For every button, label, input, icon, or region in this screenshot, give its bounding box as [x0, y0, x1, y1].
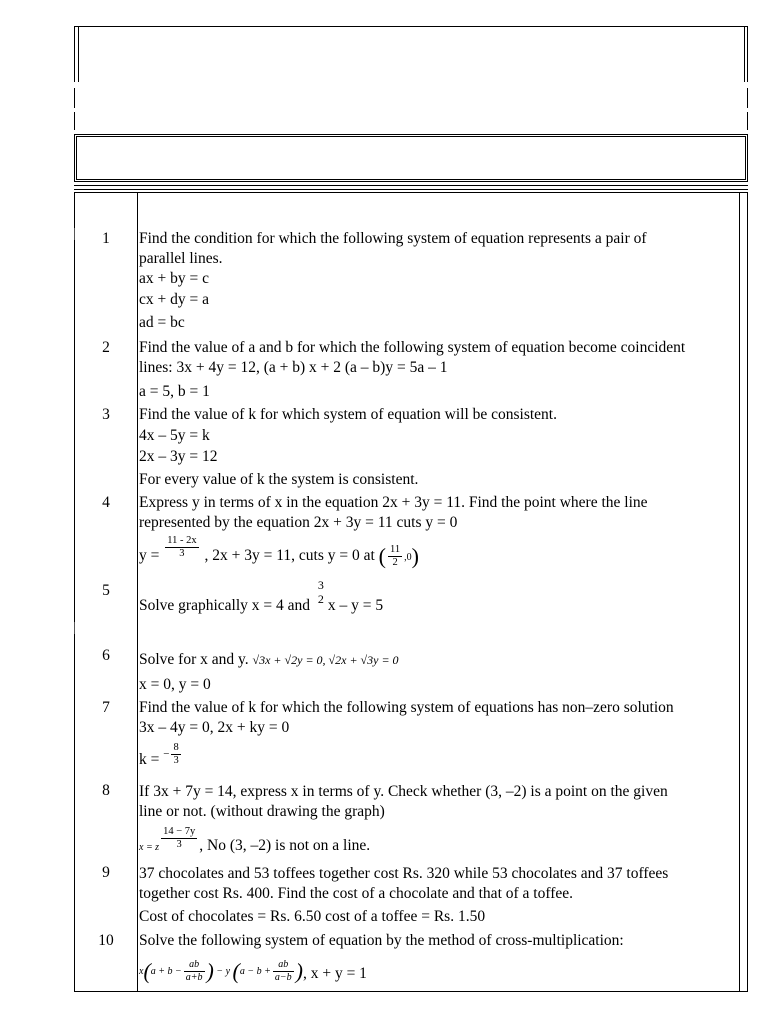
answer-text: a = 5, b = 1	[139, 383, 210, 400]
row-sep-tick	[74, 622, 75, 634]
fraction-denominator: 2	[317, 592, 324, 606]
point-x-fraction	[388, 544, 402, 569]
question-equation: √3x + √2y = 0, √2x + √3y = 0	[252, 653, 399, 667]
answer-text: Cost of chocolates = Rs. 6.50 cost of a toffee = Rs. 1.50	[139, 908, 486, 925]
row-number: 6	[102, 647, 110, 664]
right-paren: )	[411, 543, 419, 569]
equation: 4x – 5y = k	[139, 427, 210, 444]
question-text: Find the value of k for which system of equation will be consistent.	[139, 406, 557, 423]
table-column-divider	[137, 192, 138, 992]
answer-text: x = 0, y = 0	[139, 676, 211, 693]
header-right-border-inner	[744, 26, 745, 82]
question-text	[139, 578, 739, 618]
question-text	[139, 650, 739, 670]
fraction-numerator: 11 - 2x	[167, 535, 197, 546]
header-right-stub	[747, 88, 748, 108]
header-right-border	[747, 26, 748, 82]
equation: ax + by = c	[139, 270, 209, 287]
fraction-denominator: 3	[179, 548, 185, 559]
header-left-stub	[74, 88, 75, 108]
fraction	[316, 578, 326, 606]
header-left-stub-2	[74, 112, 75, 130]
question-text: Find the condition for which the following system of equation represents a pair of	[139, 230, 647, 247]
answer-text	[139, 826, 739, 860]
question-text: Solve the following system of equation by the method of cross-multiplication:	[139, 932, 624, 949]
row-number: 7	[102, 699, 110, 716]
answer-text: For every value of k the system is consistent.	[139, 471, 419, 488]
eq-x: x	[139, 966, 144, 977]
row-number: 2	[102, 339, 110, 356]
question-text: represented by the equation 2x + 3y = 11 cuts y = 0	[139, 514, 458, 531]
row-number: 9	[102, 864, 110, 881]
table-left-border	[74, 192, 75, 992]
question-text: lines: 3x + 4y = 12, (a + b) x + 2 (a – b)y = 5a – 1	[139, 359, 448, 376]
eq-minus-y: − y	[216, 966, 231, 977]
table-top-border	[74, 185, 748, 186]
fraction-numerator: ab	[184, 959, 205, 972]
header-left-border-inner	[78, 26, 79, 82]
table-bottom-border	[74, 991, 748, 992]
question-text: line or not. (without drawing the graph)	[139, 803, 385, 820]
question-text: Find the value of a and b for which the following system of equation become coincident	[139, 339, 686, 356]
table-top-border-3	[74, 192, 748, 193]
fraction	[171, 742, 180, 767]
answer-sign: −	[163, 748, 170, 760]
question-text: Find the value of k for which the following system of equations has non–zero solution	[139, 699, 674, 716]
answer-prefix: y =	[139, 547, 160, 564]
table-right-border-inner	[739, 192, 740, 992]
row-number: 1	[102, 230, 110, 247]
answer-text	[139, 535, 739, 571]
question-text: Express y in terms of x in the equation 2x + 3y = 11. Find the point where the line	[139, 494, 648, 511]
row-number: 5	[102, 582, 110, 599]
fraction-numerator: 3	[317, 578, 324, 592]
left-paren: (	[143, 958, 151, 984]
row-sep-tick	[74, 228, 75, 240]
fraction-numerator: ab	[273, 959, 294, 972]
eq-term: a + b −	[150, 966, 182, 977]
eq-tail: , x + y = 1	[302, 965, 367, 982]
question-text: 37 chocolates and 53 toffees together cost Rs. 320 while 53 chocolates and 37 toffees	[139, 865, 669, 882]
question-prefix: Solve for x and y.	[139, 651, 249, 668]
right-paren: )	[295, 958, 303, 984]
question-text: together cost Rs. 400. Find the cost of a chocolate and that of a toffee.	[139, 885, 574, 902]
header-left-border	[74, 26, 75, 82]
fraction-denominator: a+b	[185, 972, 203, 984]
fraction-denominator: a−b	[274, 972, 292, 984]
header-right-stub-2	[747, 112, 748, 130]
answer-prefix: k =	[139, 751, 160, 768]
fraction	[161, 826, 197, 851]
title-box-inner	[76, 136, 746, 180]
row-number: 4	[102, 494, 110, 511]
answer-lhs: x = z	[139, 842, 160, 853]
fraction-denominator: 3	[176, 839, 182, 850]
point-x-denominator: 2	[392, 556, 398, 568]
equation: cx + dy = a	[139, 291, 209, 308]
fraction	[184, 959, 205, 984]
fraction	[273, 959, 294, 984]
fraction-numerator: 8	[173, 742, 179, 753]
fraction-numerator: 14 − 7y	[163, 826, 196, 837]
header-top-border	[74, 26, 748, 27]
question-text: If 3x + 7y = 14, express x in terms of y. Check whether (3, –2) is a point on the given	[139, 783, 668, 800]
table-top-border-2	[74, 189, 748, 190]
question-text: 3x – 4y = 0, 2x + ky = 0	[139, 719, 290, 736]
equation: 2x – 3y = 12	[139, 448, 218, 465]
answer-suffix: , No (3, –2) is not on a line.	[199, 837, 371, 854]
fraction-denominator: 3	[173, 755, 179, 766]
right-paren: )	[206, 958, 214, 984]
row-number: 8	[102, 782, 110, 799]
row-number: 10	[98, 932, 114, 949]
point-x-numerator: 11	[390, 543, 401, 555]
question-prefix: Solve graphically x = 4 and	[139, 597, 311, 614]
fraction	[165, 535, 198, 560]
question-suffix: x – y = 5	[327, 597, 384, 614]
eq-term: a − b +	[239, 966, 271, 977]
answer-text: ad = bc	[139, 314, 185, 331]
point-y: ,0	[404, 552, 412, 563]
left-paren: (	[232, 958, 240, 984]
table-right-border	[747, 192, 748, 992]
answer-middle: , 2x + 3y = 11, cuts y = 0 at	[204, 547, 375, 564]
equation	[139, 951, 739, 989]
left-paren: (	[378, 543, 386, 569]
question-text: parallel lines.	[139, 250, 223, 267]
row-number: 3	[102, 406, 110, 423]
answer-text	[139, 742, 739, 778]
